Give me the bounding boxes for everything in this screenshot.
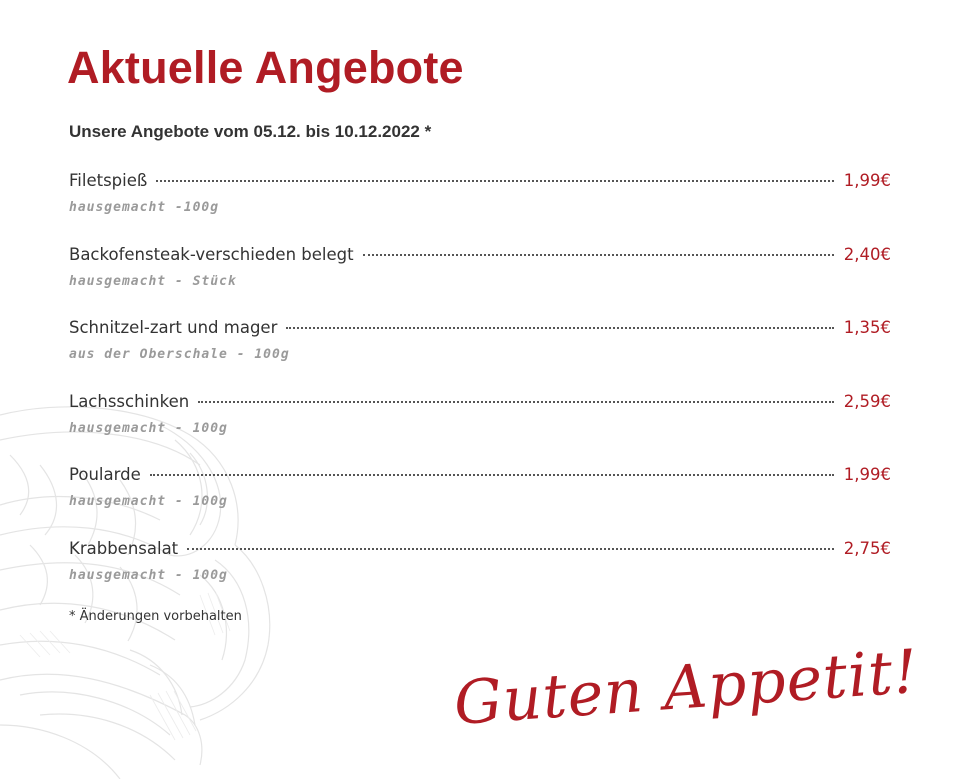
- footnote: * Änderungen vorbehalten: [69, 609, 242, 624]
- offer-item: [69, 245, 891, 319]
- offer-item: [69, 171, 891, 245]
- offer-price: 2,75€: [843, 538, 891, 558]
- dotted-leader: [198, 401, 834, 403]
- offer-note: hausgemacht - Stück: [69, 273, 237, 289]
- offer-price: 2,59€: [843, 391, 891, 411]
- offer-name: Filetspieß: [69, 171, 148, 190]
- offer-name: Schnitzel-zart und mager: [69, 318, 278, 337]
- page-title: Aktuelle Angebote: [67, 42, 464, 93]
- offer-note: aus der Oberschale - 100g: [69, 347, 290, 362]
- offer-name: Lachsschinken: [69, 391, 190, 411]
- dotted-leader: [187, 548, 834, 550]
- offer-price: 1,35€: [843, 318, 891, 337]
- offer-name: Krabbensalat: [69, 538, 179, 558]
- offer-note: hausgemacht - 100g: [69, 567, 228, 583]
- guten-appetit-signoff: Guten Appetit!: [451, 636, 921, 740]
- offer-note: hausgemacht - 100g: [69, 420, 228, 436]
- dotted-leader: [363, 254, 834, 256]
- offer-price: 1,99€: [843, 171, 891, 190]
- offer-period-subtitle: Unsere Angebote vom 05.12. bis 10.12.2022 *: [69, 122, 432, 141]
- offer-note: hausgemacht - 100g: [69, 494, 228, 509]
- offer-item: [69, 539, 891, 613]
- offer-name: Poularde: [69, 465, 141, 484]
- offer-price: 2,40€: [843, 244, 891, 264]
- dotted-leader: [150, 474, 834, 476]
- offer-name: Backofensteak-verschieden belegt: [69, 244, 354, 264]
- offer-price: 1,99€: [843, 465, 891, 484]
- offer-note: hausgemacht -100g: [69, 200, 220, 215]
- offer-item: [69, 465, 891, 539]
- dotted-leader: [286, 327, 833, 329]
- offer-item: [69, 392, 891, 466]
- dotted-leader: [156, 180, 833, 182]
- offer-item: [69, 318, 891, 392]
- offer-list: [69, 171, 891, 612]
